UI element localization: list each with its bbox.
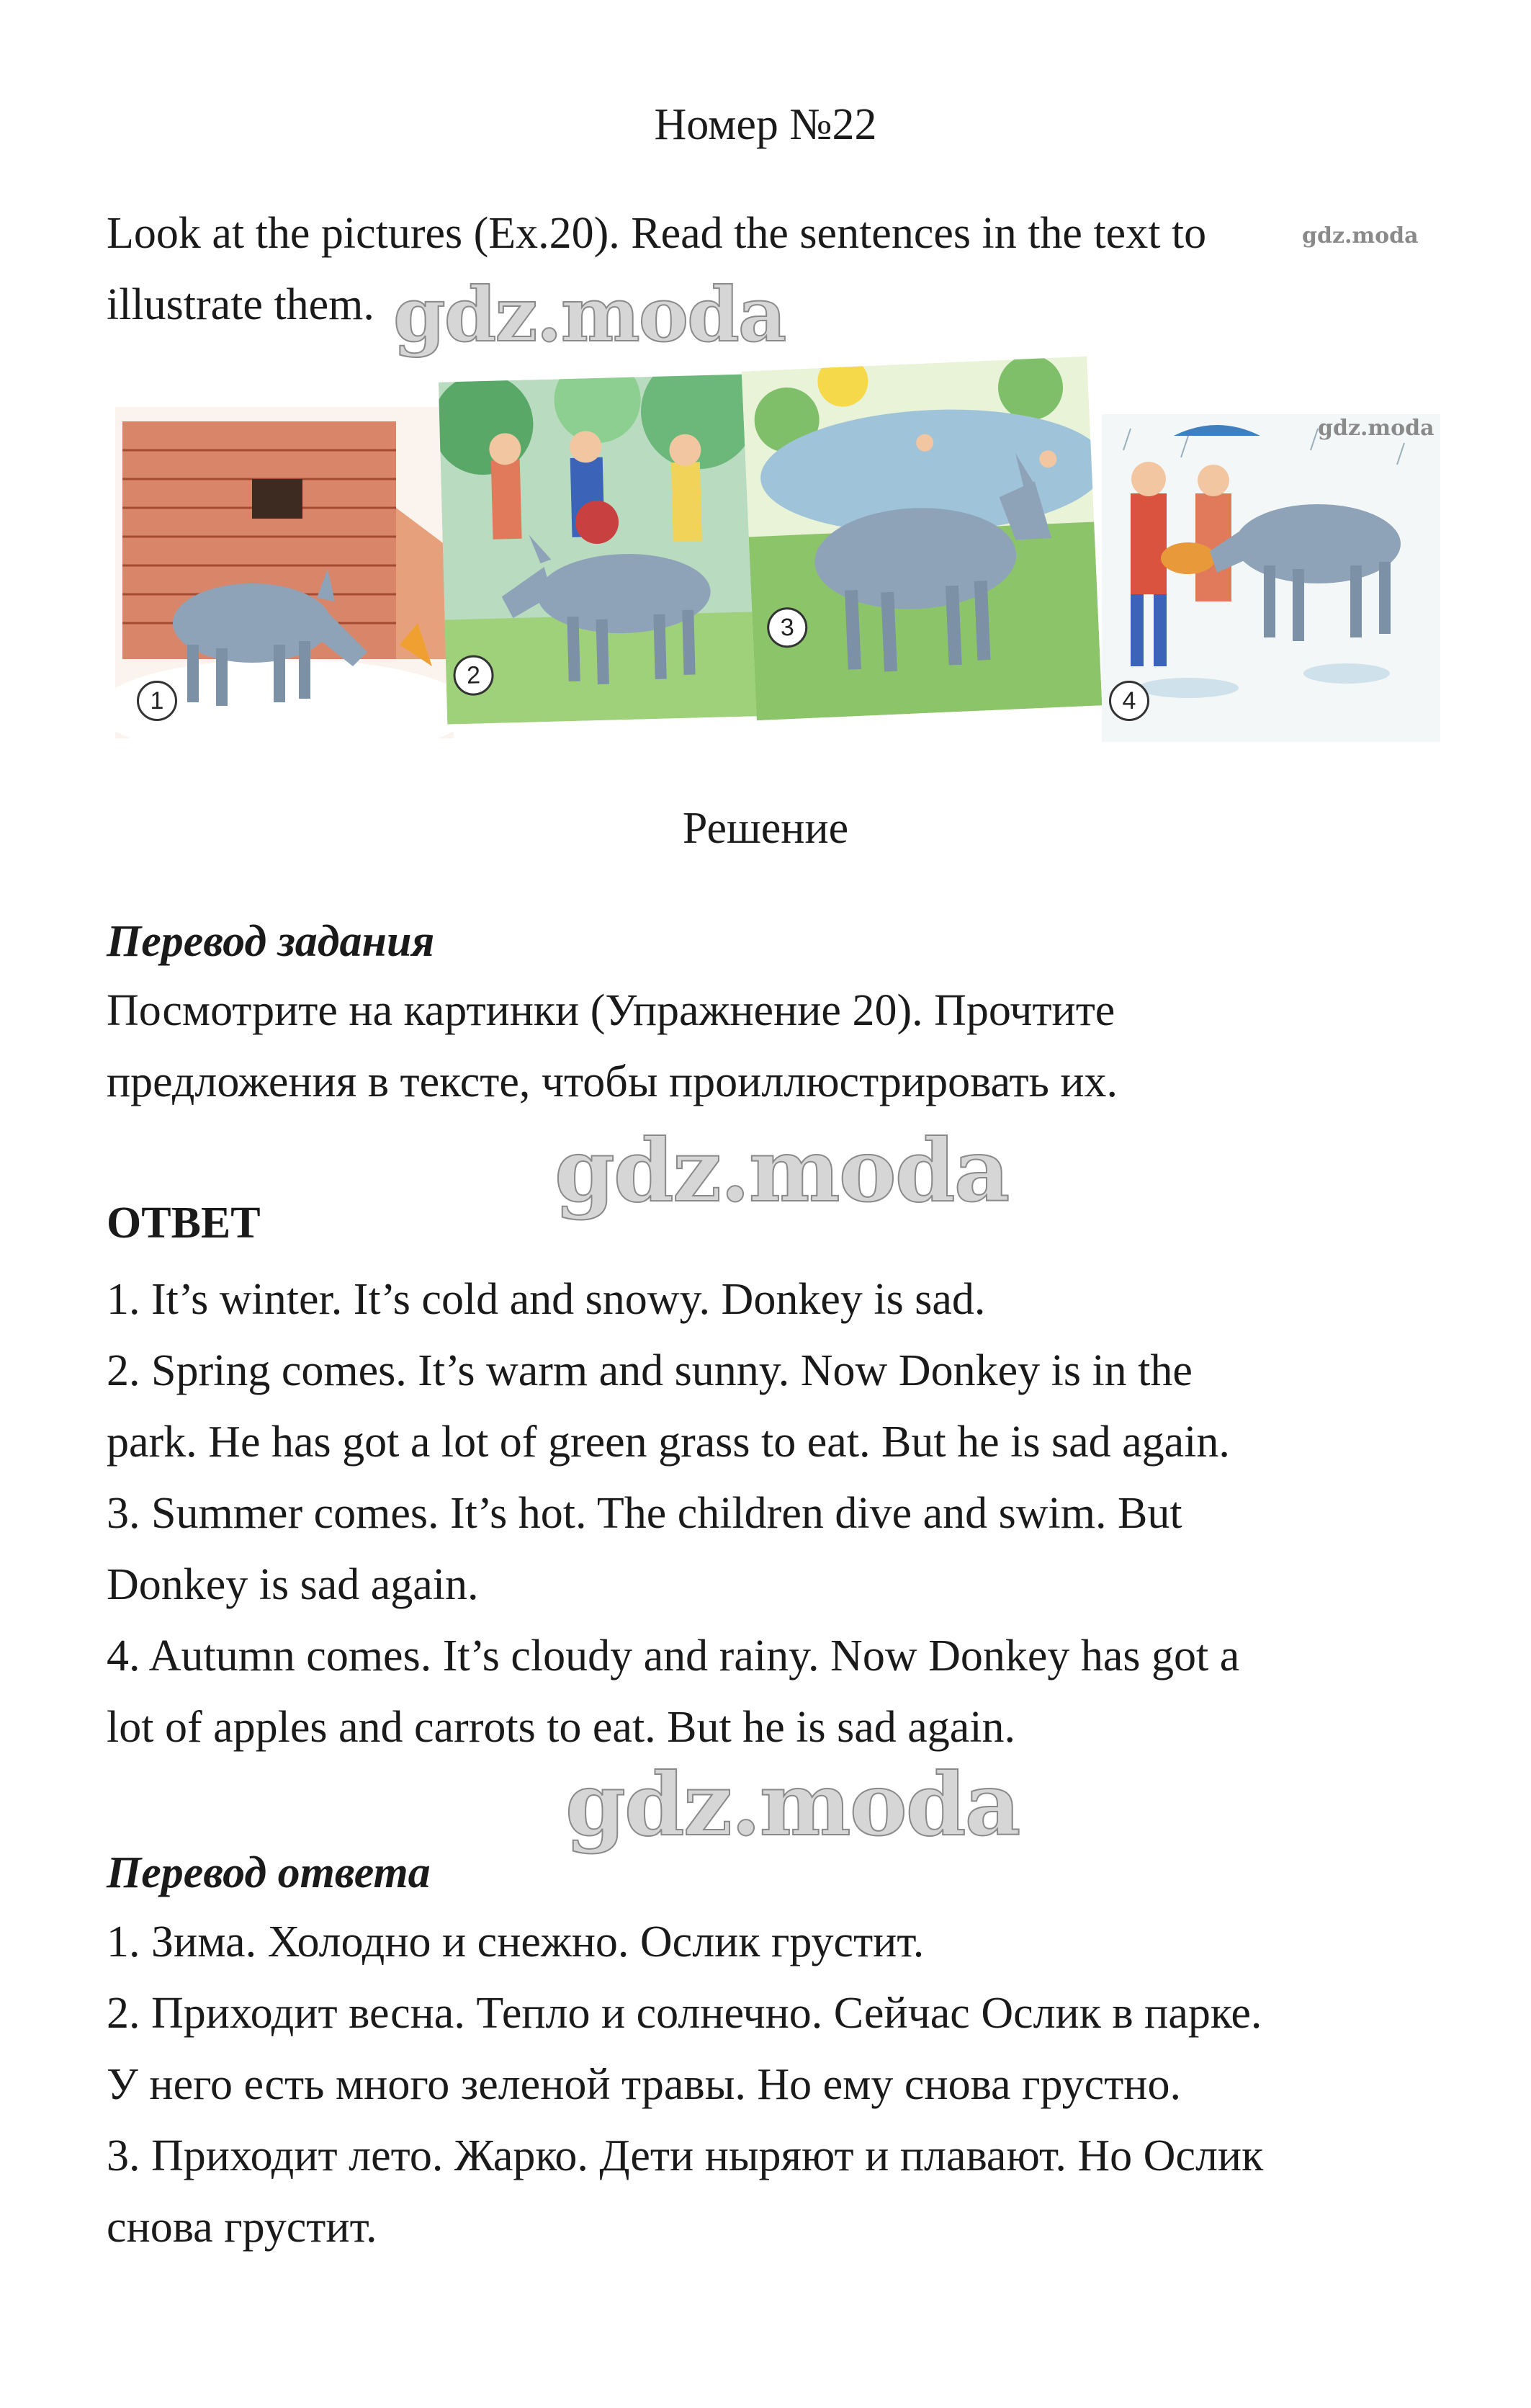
picture-spring [439, 374, 757, 724]
answer-line-2: 2. Spring comes. It’s warm and sunny. Now Donkey is in the [107, 1346, 1193, 1395]
watermark-lower: gdz.moda [565, 1754, 1020, 1856]
task-line-1: Look at the pictures (Ex.20). Read the sentences in the text to [107, 209, 1207, 258]
translation-answer-line-1: 1. Зима. Холодно и снежно. Ослик грустит. [107, 1917, 925, 1966]
illustration-strip [115, 364, 1440, 746]
task-line-2: illustrate them. [107, 280, 374, 329]
picture-winter [115, 407, 454, 738]
solution-title: Решение [682, 804, 849, 853]
translation-task-line-2: предложения в тексте, чтобы проиллюстрировать их. [107, 1057, 1118, 1106]
translation-answer-line-2: 2. Приходит весна. Тепло и солнечно. Сейчас Ослик в парке. [107, 1989, 1262, 2038]
translation-answer-line-3: У него есть много зеленой травы. Но ему снова грустно. [107, 2060, 1181, 2109]
picture-number-2: 2 [453, 655, 494, 696]
picture-number-1: 1 [137, 681, 177, 721]
answer-line-4: 3. Summer comes. It’s hot. The children dive and swim. But [107, 1489, 1182, 1538]
page-title: Номер №22 [654, 100, 877, 149]
translation-task-heading: Перевод задания [107, 917, 435, 966]
picture-summer [742, 357, 1103, 720]
answer-heading: ОТВЕТ [107, 1199, 261, 1248]
translation-answer-heading: Перевод ответа [107, 1848, 431, 1897]
answer-line-1: 1. It’s winter. It’s cold and snowy. Donkey is sad. [107, 1275, 986, 1324]
answer-line-3: park. He has got a lot of green grass to eat. But he is sad again. [107, 1418, 1230, 1467]
answer-line-7: lot of apples and carrots to eat. But he is sad again. [107, 1703, 1016, 1752]
answer-line-6: 4. Autumn comes. It’s cloudy and rainy. Now Donkey has got a [107, 1632, 1240, 1680]
picture-autumn [1102, 414, 1440, 742]
watermark-center: gdz.moda [555, 1120, 1009, 1222]
picture-number-4: 4 [1109, 681, 1149, 721]
watermark-small: gdz.moda [1302, 223, 1419, 249]
picture-watermark: gdz.moda [1318, 416, 1435, 441]
translation-answer-line-5: снова грустит. [107, 2203, 377, 2252]
translation-answer-line-4: 3. Приходит лето. Жарко. Дети ныряют и плавают. Но Ослик [107, 2131, 1264, 2180]
picture-number-3: 3 [766, 607, 808, 648]
watermark: gdz.moda [393, 270, 786, 359]
answer-line-5: Donkey is sad again. [107, 1560, 479, 1609]
translation-task-line-1: Посмотрите на картинки (Упражнение 20). Прочтите [107, 986, 1115, 1035]
